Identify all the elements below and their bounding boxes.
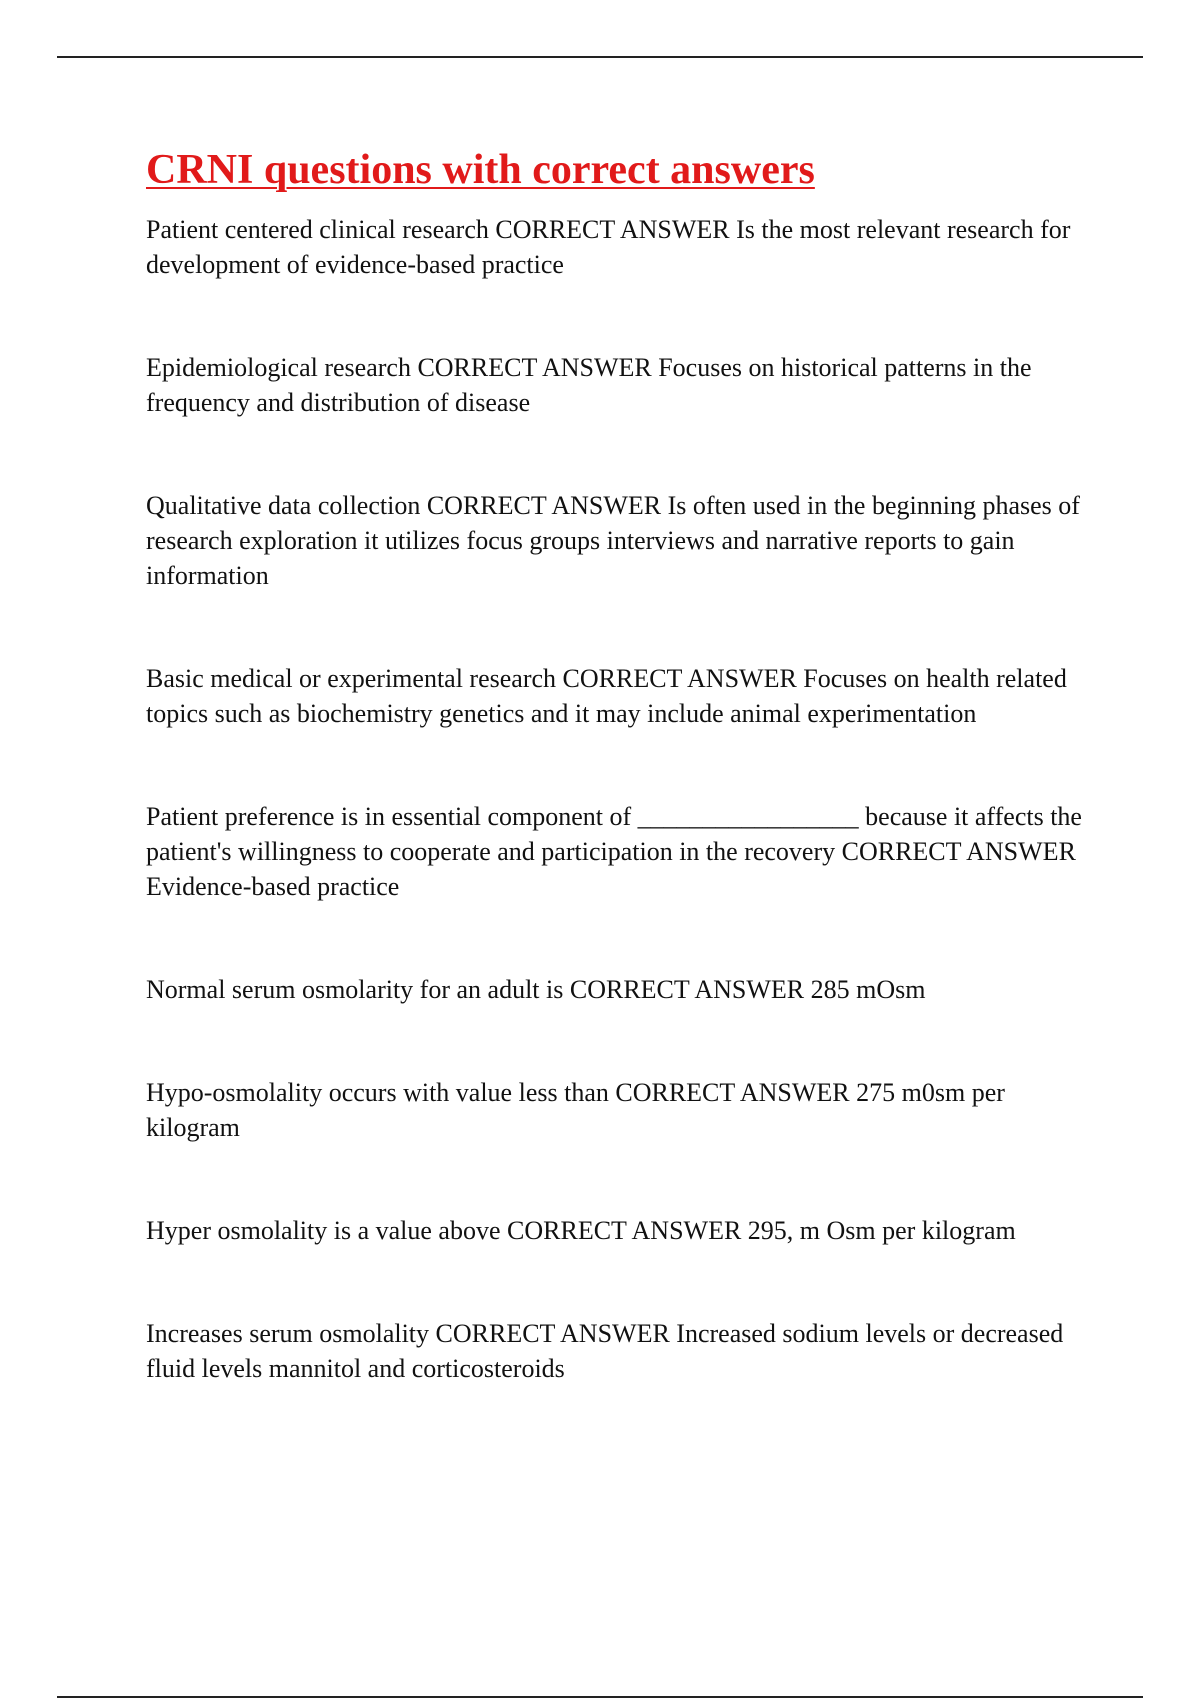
top-rule: [57, 56, 1143, 58]
qa-item: Epidemiological research CORRECT ANSWER Focuses on historical patterns in the frequency and distribution of disease: [146, 353, 1032, 417]
bottom-rule: [57, 1696, 1143, 1698]
qa-item: Basic medical or experimental research CORRECT ANSWER Focuses on health related topics such as biochemistry genetics and it may include animal experimentation: [146, 664, 1067, 728]
document-body: [146, 140, 1096, 1386]
qa-item: Patient centered clinical research CORRECT ANSWER Is the most relevant research for development of evidence-based practice: [146, 215, 1071, 279]
qa-item: Patient preference is in essential component of _________________ because it affects the patient's willingness to cooperate and participation in the recovery CORRECT ANSWER Evidence-based practice: [146, 802, 1082, 901]
qa-item: Normal serum osmolarity for an adult is CORRECT ANSWER 285 mOsm: [146, 975, 926, 1004]
qa-item: Increases serum osmolality CORRECT ANSWER Increased sodium levels or decreased fluid levels mannitol and corticosteroids: [146, 1319, 1064, 1383]
qa-item: Hyper osmolality is a value above CORRECT ANSWER 295, m Osm per kilogram: [146, 1216, 1016, 1245]
qa-item: Qualitative data collection CORRECT ANSWER Is often used in the beginning phases of research exploration it utilizes focus groups interviews and narrative reports to gain information: [146, 491, 1080, 590]
qa-item: Hypo-osmolality occurs with value less than CORRECT ANSWER 275 m0sm per kilogram: [146, 1078, 1005, 1142]
document-title: CRNI questions with correct answers: [146, 147, 815, 193]
qa-list: [146, 212, 1096, 1386]
